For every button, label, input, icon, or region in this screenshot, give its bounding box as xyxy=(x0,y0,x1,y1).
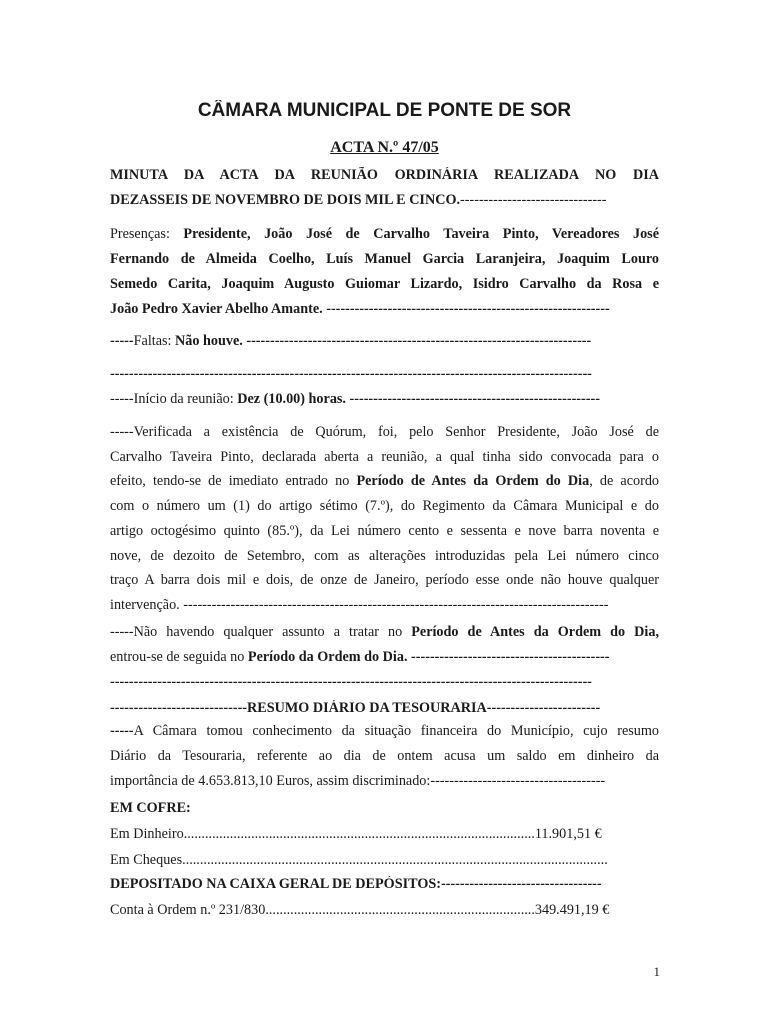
separator-1: ------------------------------------------------------------------------------------------------------ xyxy=(110,366,592,382)
resumo-line-1: -----A Câmara tomou conhecimento da situação financeira do Município, cujo resumo xyxy=(110,723,659,739)
inicio-line: -----Início da reunião: Dez (10.00) horas. ----------------------------------------------------- xyxy=(110,391,600,407)
presencas-line-2: Fernando de Almeida Coelho, Luís Manuel Garcia Laranjeira, Joaquim Louro xyxy=(110,251,659,267)
em-dinheiro-value: 11.901,51 € xyxy=(534,826,602,842)
em-cheques-row: Em Cheques........................................................................................................................ xyxy=(110,852,608,868)
nao-havendo-line-1: -----Não havendo qualquer assunto a tratar no Período de Antes da Ordem do Dia, xyxy=(110,624,659,640)
verificada-line-8: intervenção. ------------------------------------------------------------------------------------------ xyxy=(110,597,609,613)
presencas-line-3: Semedo Carita, Joaquim Augusto Guiomar Lizardo, Isidro Carvalho da Rosa e xyxy=(110,276,659,292)
verificada-line-2: Carvalho Taveira Pinto, declarada aberta a reunião, a qual tinha sido convocada para o xyxy=(110,449,659,465)
em-cheques-label: Em Cheques xyxy=(110,852,183,868)
page-number: 1 xyxy=(653,964,660,979)
verificada-line-3: efeito, tendo-se de imediato entrado no Período de Antes da Ordem do Dia, de acordo xyxy=(110,473,659,489)
resumo-heading: -----------------------------RESUMO DIÁRIO DA TESOURARIA------------------------ xyxy=(110,700,601,716)
em-cofre-heading: EM COFRE: xyxy=(110,800,191,816)
minuta-line-2: DEZASSEIS DE NOVEMBRO DE DOIS MIL E CINCO.------------------------------- xyxy=(110,192,607,208)
verificada-line-4: com o número um (1) do artigo sétimo (7.º), do Regimento da Câmara Municipal e do xyxy=(110,498,659,514)
verificada-line-6: nove, de dezoito de Setembro, com as alterações introduzidas pela Lei número cinco xyxy=(110,548,659,564)
minuta-line-1: MINUTA DA ACTA DA REUNIÃO ORDINÁRIA REALIZADA NO DIA xyxy=(110,167,659,183)
verificada-line-5: artigo octogésimo quinto (85.º), da Lei número cento e sessenta e nove barra noventa e xyxy=(110,523,659,539)
document-title: CÂMARA MUNICIPAL DE PONTE DE SOR xyxy=(197,100,572,121)
acta-number-line xyxy=(110,139,659,157)
presencas-line-1: Presenças: Presidente, João José de Carvalho Taveira Pinto, Vereadores José xyxy=(110,226,659,242)
conta-ordem-row: Conta à Ordem n.º 231/830............................................................................349.491,19 € xyxy=(110,902,610,918)
em-dinheiro-label: Em Dinheiro xyxy=(110,826,184,842)
conta-ordem-label: Conta à Ordem n.º 231/830 xyxy=(110,902,266,918)
presencas-label: Presenças: xyxy=(110,226,184,242)
acta-number: ACTA N.º 47/05 xyxy=(330,139,439,156)
conta-ordem-value: 349.491,19 € xyxy=(534,902,610,918)
verificada-line-7: traço A barra dois mil e dois, de onze de Janeiro, período esse onde não houve qualquer xyxy=(110,572,659,588)
verificada-line-1: -----Verificada a existência de Quórum, foi, pelo Senhor Presidente, João José de xyxy=(110,424,659,440)
depositado-heading: DEPOSITADO NA CAIXA GERAL DE DEPÓSITOS:---------------------------------- xyxy=(110,876,602,892)
resumo-line-2: Diário da Tesouraria, referente ao dia de ontem acusa um saldo em dinheiro da xyxy=(110,748,659,764)
separator-2: ------------------------------------------------------------------------------------------------------ xyxy=(110,674,592,690)
nao-havendo-line-2: entrou-se de seguida no Período da Ordem do Dia. ------------------------------------------ xyxy=(110,649,610,665)
em-dinheiro-row: Em Dinheiro...................................................................................................11.901,51 € xyxy=(110,826,602,842)
resumo-line-3: importância de 4.653.813,10 Euros, assim discriminado:------------------------------------- xyxy=(110,773,606,789)
faltas-line: -----Faltas: Não houve. ------------------------------------------------------------------------- xyxy=(110,333,592,349)
presencas-line-4: João Pedro Xavier Abelho Amante. ------------------------------------------------------------ xyxy=(110,301,610,317)
